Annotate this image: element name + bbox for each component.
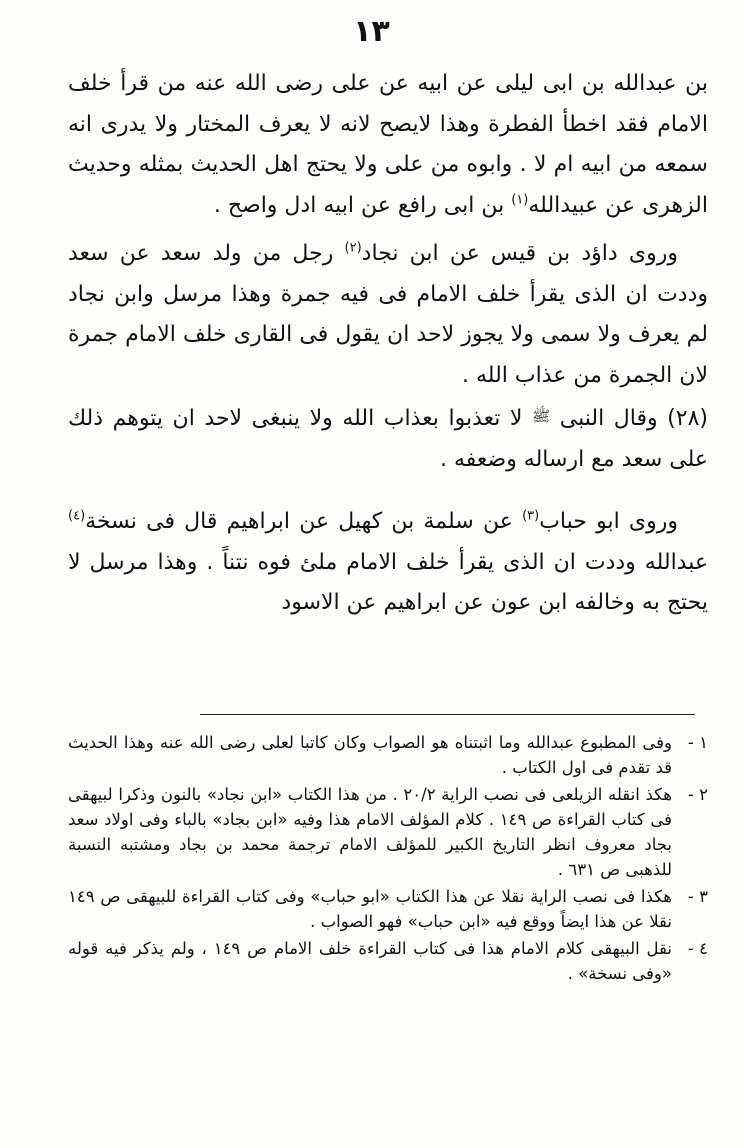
paragraph-text: عبدالله وددت ان الذى يقرأ خلف الامام ملئ فوه نتناً . وهذا مرسل لا يحتج به وخالفه ابن عون عن ابراهيم عن الاسود [68, 549, 708, 615]
footnote-2 [68, 782, 708, 882]
paragraph-text: لا تعذبوا بعذاب الله ولا ينبغى لاحد ان يتوهم ذلك على سعد مع ارساله وضعفه . [68, 406, 708, 472]
salutation-glyph: ﷺ [532, 407, 551, 425]
footnote-text: هكذا فى نصب الراية نقلا عن هذا الكتاب «ابو حباب» وفى كتاب القراءة للبيهقى ص ١٤٩ نقلا عن هذا ايضاً ووقع فيه «ابن حباب» فهو الصواب . [68, 887, 672, 931]
footnote-ref: (١) [511, 192, 529, 208]
paragraph-text: وقال النبى [550, 406, 668, 431]
main-text [68, 64, 708, 624]
footnotes [68, 730, 708, 988]
footnote-1 [68, 730, 708, 780]
footnote-number: ٣ - [687, 887, 708, 906]
footnote-ref: (٤) [68, 508, 86, 524]
footnote-3 [68, 884, 708, 934]
footnote-4 [68, 936, 708, 986]
paragraph-text: بن ابى رافع عن ابيه ادل واصح . [213, 192, 512, 218]
paragraph-text: وروى داؤد بن قيس عن ابن نجاد [361, 241, 678, 266]
page-number: ١٣ [353, 14, 390, 49]
paragraph-text: بن عبدالله بن ابى ليلى عن ابيه عن على رضى الله عنه من قرأ خلف الامام فقد اخطأ الفطرة وهذا لايصح لانه لا يعرف المختار ولا يدرى انه سمعه من ابيه ام لا . وابوه من على ولا يحتج اهل الحديث بمثله وحديث الزهرى عن عبيدالله [68, 71, 708, 218]
paragraph-text: وروى ابو حباب [539, 509, 678, 534]
footnote-divider [200, 714, 695, 715]
footnote-text: وفى المطبوع عبدالله وما اثبتناه هو الصواب وكان كاتبا لعلى رضى الله عنه وهذا الحديث قد تقدم فى اول الكتاب . [68, 733, 672, 777]
footnote-number: ٢ - [687, 785, 708, 804]
footnote-ref: (٢) [344, 240, 362, 256]
footnote-number: ١ - [687, 733, 708, 752]
paragraph-text: عن سلمة بن كهيل عن ابراهيم قال فى نسخة [85, 509, 523, 534]
footnote-text: نقل البيهقى كلام الامام هذا فى كتاب القراءة خلف الامام ص ١٤٩ ، ولم يذكر فيه قوله «وفى نسخة» . [68, 939, 672, 983]
footnote-text: هكذ انقله الزيلعى فى نصب الراية ٢٠/٢ . من هذا الكتاب «ابن نجاد» بالنون وذكرا لبيهقى فى كتاب القراءة ص ١٤٩ . كلام المؤلف الامام هذا وفيه «ابن بجاد» بالباء وفى اولاد سعد بجاد معروف انظر التاريخ الكبير للمؤلف الامام ترجمة محمد بن بجاد ومشتبه النسبة للذهبى ص ٦٣١ . [68, 785, 673, 879]
paragraph-3 [68, 396, 708, 480]
paragraph-text: رجل من ولد سعد عن سعد وددت ان الذى يقرأ خلف الامام فى فيه جمرة وهذا مرسل وابن نجاد لم يعرف ولا سمى ولا يجوز لاحد ان يقول فى القارى خلف الامام جمرة لان الجمرة من عذاب الله . [68, 241, 708, 388]
paragraph-1 [68, 64, 708, 226]
footnote-number: ٤ - [687, 939, 708, 958]
footnote-ref: (٣) [522, 508, 540, 524]
hadith-number: (٢٨) [667, 406, 708, 431]
paragraph-4 [68, 502, 708, 624]
paragraph-2 [68, 234, 708, 396]
